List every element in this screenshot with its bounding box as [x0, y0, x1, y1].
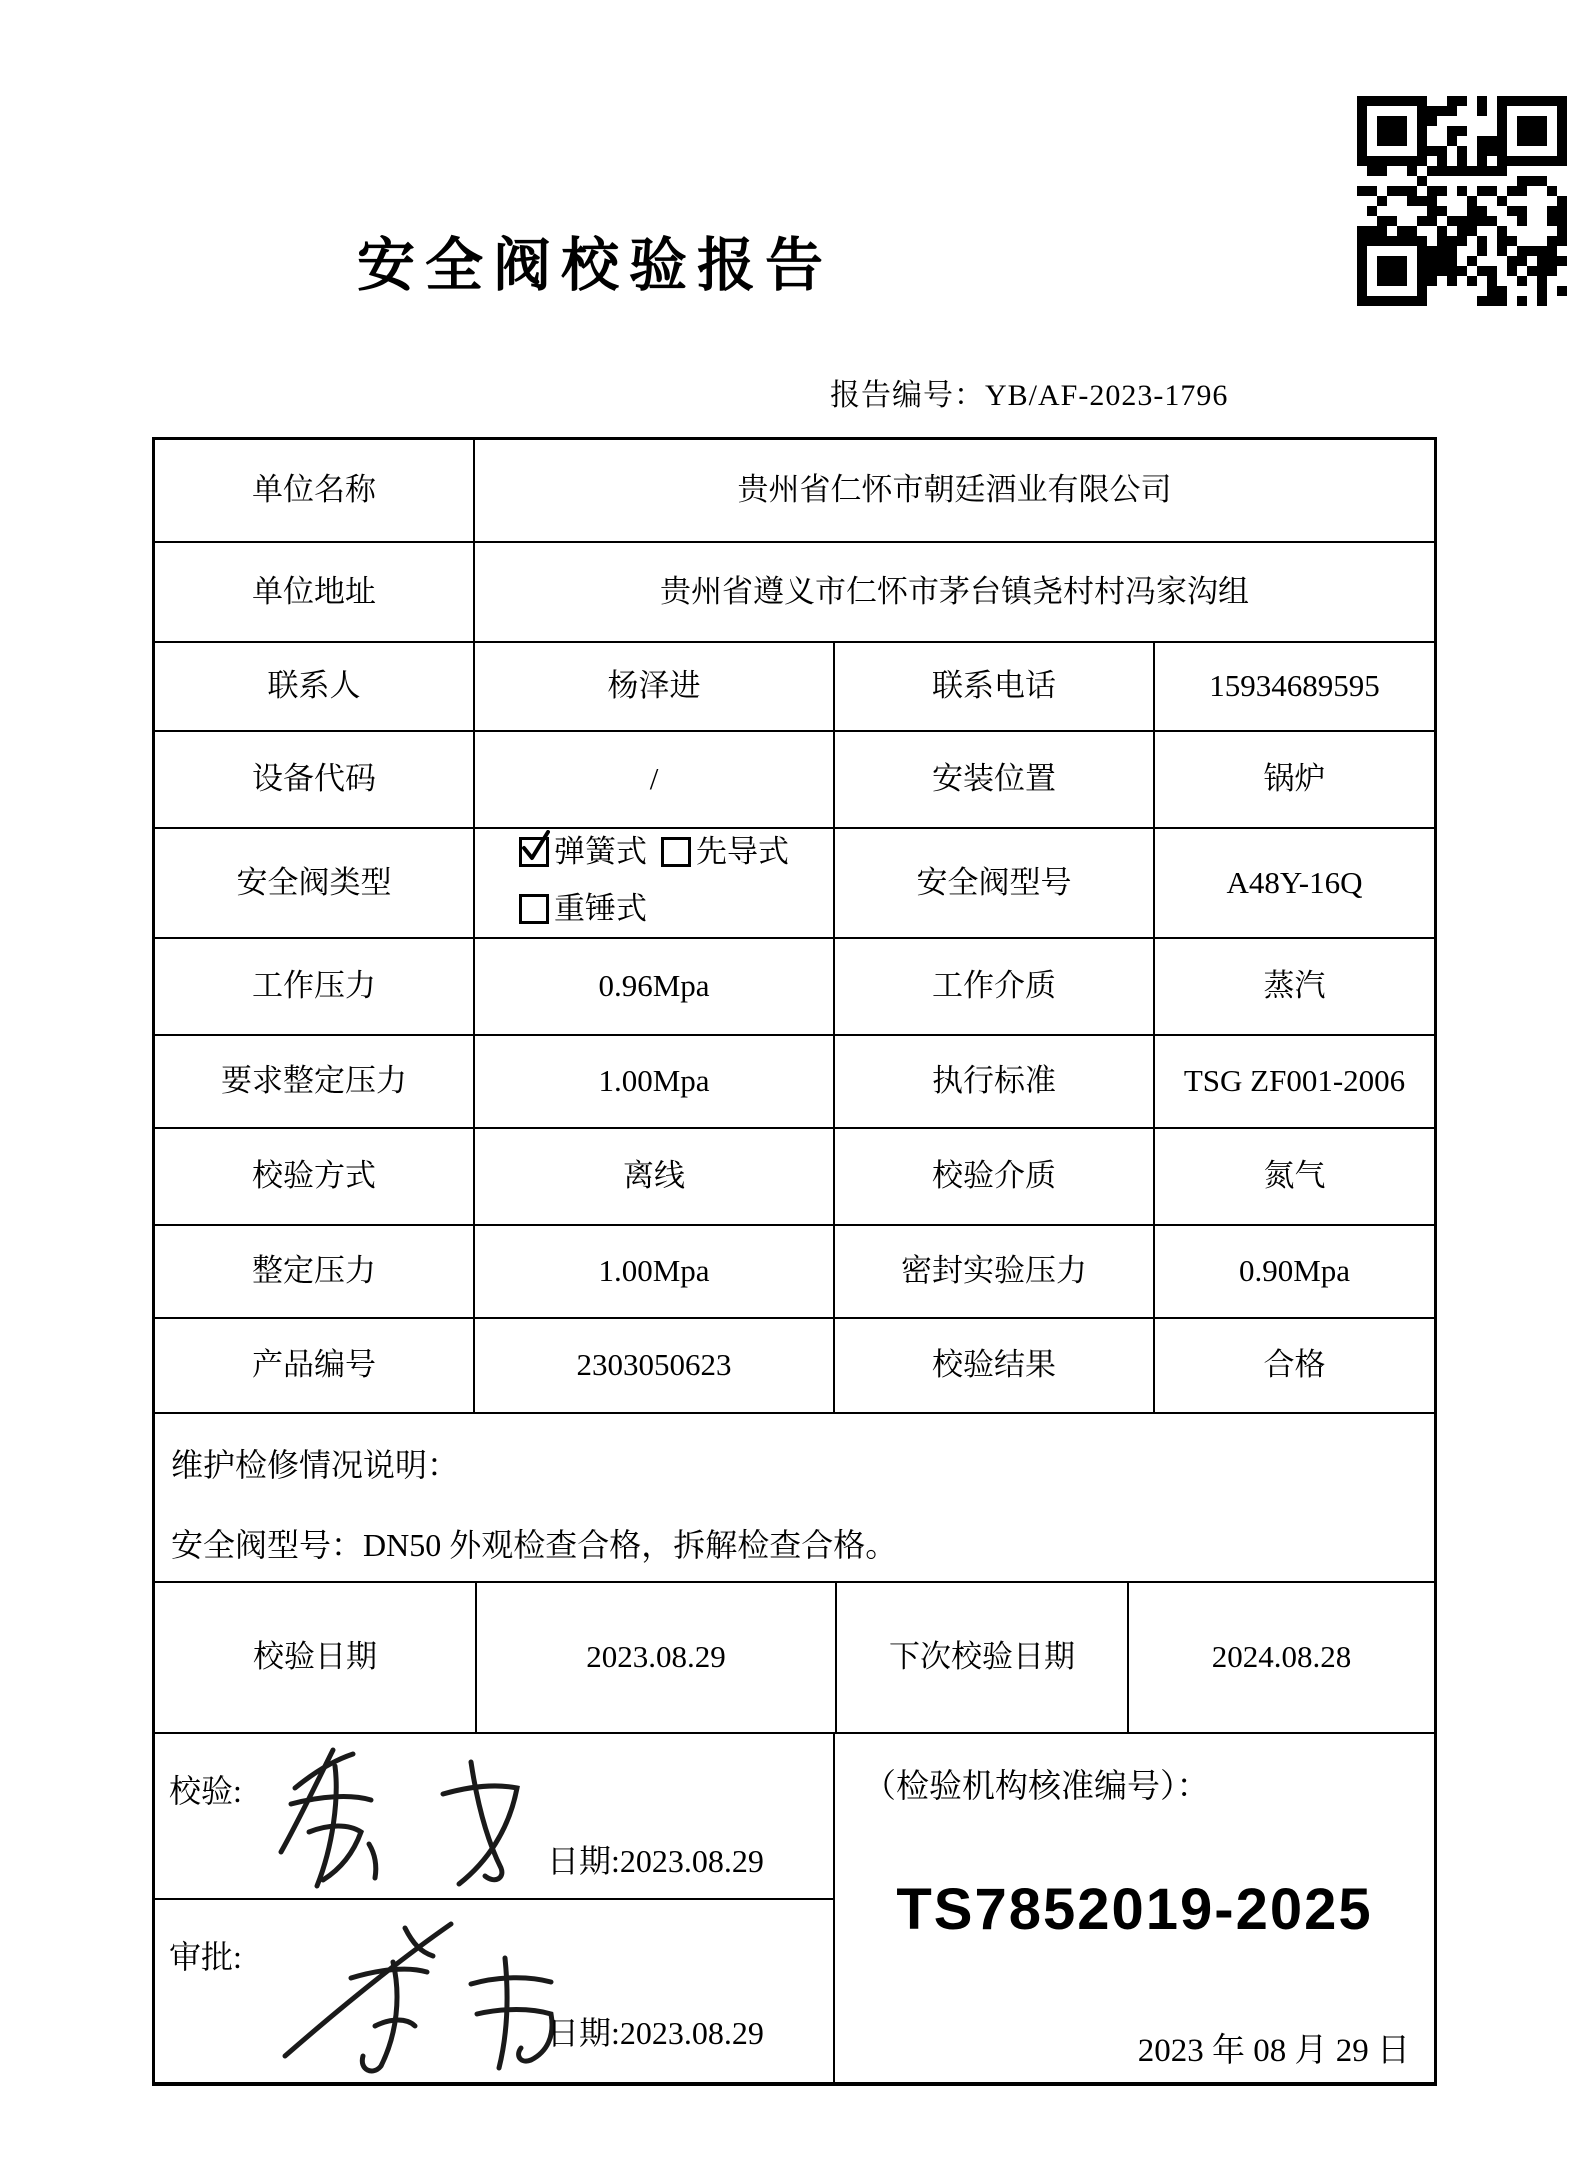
table-row — [155, 1317, 1434, 1412]
field-value: 2303050623 — [473, 1319, 833, 1412]
table-row — [155, 641, 1434, 730]
field-label: 安装位置 — [833, 732, 1153, 827]
org-approval-label: （检验机构核准编号）： — [863, 1769, 1210, 1805]
approver-signature — [255, 1918, 595, 2078]
note-heading: 维护检修情况说明： — [171, 1447, 460, 1483]
checkbox-label: 弹簧式 — [554, 834, 647, 869]
field-label: 执行标准 — [833, 1036, 1153, 1127]
table-row-dates — [155, 1581, 1434, 1732]
verifier-cell — [155, 1734, 833, 1898]
verifier-signature — [265, 1736, 565, 1896]
field-label: 校验结果 — [833, 1319, 1153, 1412]
checkbox-unchecked-icon — [519, 894, 549, 924]
qr-code-icon — [1357, 96, 1567, 306]
checkbox-checked-icon — [519, 837, 549, 867]
field-label: 安全阀类型 — [236, 864, 392, 900]
field-label: 校验日期 — [253, 1639, 377, 1675]
field-label: 产品编号 — [252, 1347, 376, 1383]
field-label: 联系电话 — [833, 643, 1153, 730]
field-value: 2024.08.28 — [1127, 1583, 1434, 1732]
field-label: 工作介质 — [833, 939, 1153, 1034]
field-label: 校验介质 — [833, 1129, 1153, 1224]
approve-date: 日期:2023.08.29 — [547, 2015, 764, 2052]
report-number: 报告编号：YB/AF-2023-1796 — [830, 379, 1229, 412]
field-label: 单位地址 — [252, 573, 376, 609]
field-value: A48Y-16Q — [1153, 829, 1434, 937]
verifier-label: 校验: — [169, 1773, 242, 1809]
field-value: 15934689595 — [1153, 643, 1434, 730]
field-value: 0.96Mpa — [473, 939, 833, 1034]
field-label: 工作压力 — [252, 968, 376, 1004]
field-value: 氮气 — [1153, 1129, 1434, 1224]
field-value: 杨泽进 — [473, 643, 833, 730]
field-value: 合格 — [1153, 1319, 1434, 1412]
checkbox-spring-type — [519, 826, 647, 878]
field-value: 锅炉 — [1153, 732, 1434, 827]
field-value: 0.90Mpa — [1153, 1226, 1434, 1317]
field-value: 贵州省遵义市仁怀市茅台镇尧村村冯家沟组 — [473, 543, 1434, 641]
checkbox-label: 重锤式 — [554, 891, 647, 926]
field-value: 蒸汽 — [1153, 939, 1434, 1034]
issue-date: 2023 年 08 月 29 日 — [1137, 2033, 1410, 2069]
report-table — [152, 437, 1437, 2086]
table-row — [155, 937, 1434, 1034]
table-row — [155, 541, 1434, 641]
table-row — [155, 1127, 1434, 1224]
checkbox-weight-type — [519, 883, 647, 935]
table-row — [155, 1034, 1434, 1127]
field-value: TSG ZF001-2006 — [1153, 1036, 1434, 1127]
field-label: 密封实验压力 — [833, 1226, 1153, 1317]
checkbox-label: 先导式 — [696, 834, 789, 869]
table-row — [155, 730, 1434, 827]
field-label: 下次校验日期 — [835, 1583, 1127, 1732]
org-approval-code: TS7852019-2025 — [896, 1877, 1373, 1942]
note-body: 安全阀型号：DN50 外观检查合格，拆解检查合格。 — [171, 1527, 898, 1563]
field-value: 离线 — [473, 1129, 833, 1224]
page-title: 安全阀校验报告 — [356, 233, 833, 298]
field-value: 2023.08.29 — [475, 1583, 835, 1732]
checkbox-unchecked-icon — [661, 837, 691, 867]
field-value: 1.00Mpa — [473, 1226, 833, 1317]
checkbox-pilot-type — [661, 826, 789, 878]
field-label: 联系人 — [267, 668, 361, 704]
field-value: 贵州省仁怀市朝廷酒业有限公司 — [473, 440, 1434, 541]
approver-cell — [155, 1898, 833, 2082]
field-label: 整定压力 — [252, 1253, 376, 1289]
field-label: 安全阀型号 — [833, 829, 1153, 937]
org-cell — [833, 1734, 1434, 2082]
valve-type-options — [473, 829, 833, 937]
field-label: 要求整定压力 — [221, 1063, 407, 1099]
field-label: 校验方式 — [252, 1158, 376, 1194]
signoff-section — [155, 1732, 1434, 2082]
table-row-valve-type — [155, 827, 1434, 937]
table-row — [155, 440, 1434, 541]
approver-label: 审批: — [169, 1939, 242, 1976]
field-value: 1.00Mpa — [473, 1036, 833, 1127]
field-label: 设备代码 — [252, 761, 376, 797]
maintenance-note — [155, 1412, 1434, 1581]
field-value: / — [473, 732, 833, 827]
field-label: 单位名称 — [252, 472, 376, 508]
verify-date: 日期:2023.08.29 — [547, 1843, 764, 1879]
table-row — [155, 1224, 1434, 1317]
